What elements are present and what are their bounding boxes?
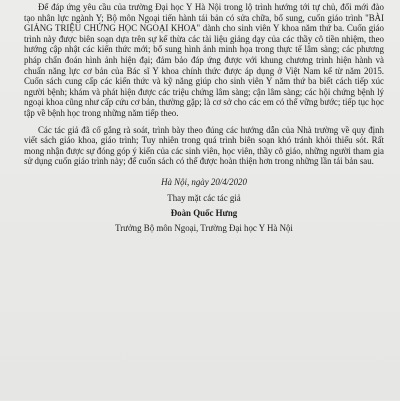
date-line: Hà Nội, ngày 20/4/2020 xyxy=(161,176,247,187)
preface-paragraph-2: Các tác giả đã cố gắng rà soát, trình bày theo đúng các hướng dẫn của Nhà trường về quy định viết sách giáo khoa, giáo trình; Tuy nhiên trong quá trình biên soạn khó tránh khỏi thiếu sót. Rất mong nhận được sự đóng góp ý kiến của các sinh viên, học viên, thầy cô giáo, những người tham gia sử dụng cuốn giáo trình này; để cuốn sách có thể được hoàn thiện hơn trong những lần tái bản sau. xyxy=(24,124,384,167)
preface-text xyxy=(24,0,384,233)
signature-block xyxy=(24,177,384,233)
preface-paragraph-1: Để đáp ứng yêu cầu của trường Đại học Y Hà Nội trong lộ trình hướng tới tự chủ, đổi mới đào tạo nhân lực ngành Y; Bộ môn Ngoại tiến hành tái bản có sửa chữa, bổ sung, cuốn giáo trình "BÀI GIẢNG TRIỆU CHỨNG HỌC NGOẠI KHOA" dành cho sinh viên Y khoa năm thứ ba. Cuốn giáo trình này được biên soạn dựa trên sự kế thừa các tài liệu giảng dạy của các thầy cô tiền nhiệm, theo hướng cập nhật các kiến thức mới; bổ sung hình ảnh minh họa trong thực tế lâm sàng; các phương pháp chẩn đoán hình ảnh hiện đại; đảm bảo đáp ứng được với khung chương trình hiện hành và chuẩn năng lực cơ bản của Bác sĩ Y khoa chính thức được áp dụng ở Việt Nam kể từ năm 2015. Cuốn sách cung cấp các kiến thức và kỹ năng giúp cho sinh viên Y năm thứ ba biết cách tiếp xúc người bệnh; khám và phát hiện được các triệu chứng lâm sàng; cận lâm sàng; các hội chứng bệnh lý ngoại khoa cũng như cấp cứu cơ bản, thường gặp; là cơ sở cho các em có thể vững bước; tiếp tục học tập về bệnh học trong những năm tiếp theo. xyxy=(24,2,384,118)
on-behalf-line: Thay mặt các tác giả xyxy=(167,192,241,203)
author-title: Trưởng Bộ môn Ngoại, Trường Đại học Y Hà Nội xyxy=(115,222,293,233)
show-through-text xyxy=(0,255,400,400)
author-name: Đoàn Quốc Hưng xyxy=(170,208,238,219)
